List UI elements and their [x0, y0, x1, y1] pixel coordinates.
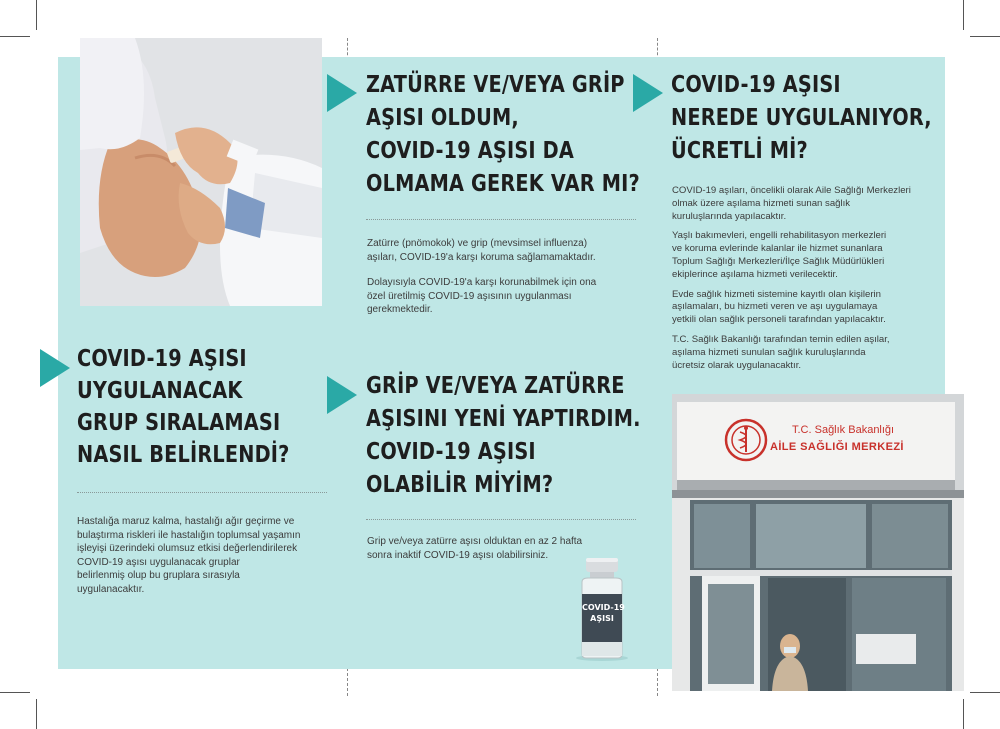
- heading-line: OLABİLİR MİYİM?: [366, 472, 554, 498]
- sign-title: T.C. Sağlık Bakanlığı: [792, 424, 895, 436]
- arrow-right-icon: [40, 349, 70, 387]
- heading-line: AŞISINI YENİ YAPTIRDIM.: [366, 406, 641, 432]
- paragraph: [367, 237, 596, 264]
- col3-body: [672, 185, 911, 379]
- body-line: Toplum Sağlığı Merkezleri/İlçe Sağlık Müdürlükleri: [672, 255, 885, 267]
- col1-heading: [77, 343, 290, 471]
- col2-heading-2: [366, 370, 641, 502]
- vial-label-line: AŞISI: [590, 614, 614, 623]
- heading-line: COVID-19 AŞISI: [366, 439, 536, 465]
- col2-body-2: [367, 535, 582, 562]
- heading-line: AŞISI OLDUM,: [366, 105, 519, 131]
- body-line: gerekmektedir.: [367, 304, 433, 315]
- col2-heading-1: [366, 69, 640, 201]
- col2-body-1: [367, 237, 596, 324]
- body-line: Zatürre (pnömokok) ve grip (mevsimsel influenza): [367, 238, 588, 249]
- vial-label-line: COVID-19: [582, 603, 625, 612]
- body-line: COVID-19 aşıları, öncelikli olarak Aile Sağlığı Merkezleri: [672, 185, 911, 196]
- body-line: COVID-19 aşısı uygulanacak gruplar: [77, 556, 240, 568]
- paragraph: [672, 185, 911, 223]
- crop-mark: [970, 692, 1000, 693]
- col3-heading: [671, 69, 932, 168]
- paragraph: [367, 276, 596, 317]
- body-line: özel üretilmiş COVID-19 aşısının uygulanması: [367, 290, 572, 302]
- heading-line: OLMAMA GEREK VAR MI?: [366, 171, 640, 197]
- arrow-right-icon: [327, 376, 357, 414]
- fold-mark: [347, 668, 349, 696]
- divider: [366, 519, 636, 520]
- divider: [77, 492, 327, 493]
- crop-mark: [963, 0, 964, 30]
- body-line: Evde sağlık hizmeti sistemine kayıtlı olan kişilerin: [672, 288, 882, 300]
- heading-line: COVID-19 AŞISI: [77, 346, 247, 372]
- body-line: sonra inaktif COVID-19 aşısı olabilirsiniz.: [367, 549, 549, 561]
- arrow-right-icon: [633, 74, 663, 112]
- ministry-logo-icon: [724, 418, 768, 462]
- health-center-photo: [672, 394, 964, 691]
- body-line: Hastalığa maruz kalma, hastalığı ağır geçirme ve: [77, 516, 295, 527]
- body-line: yetkili olan sağlık personeli tarafından yapılacaktır.: [672, 314, 886, 326]
- heading-line: GRİP VE/VEYA ZATÜRRE: [366, 373, 625, 399]
- crop-mark: [963, 699, 964, 729]
- heading-line: ZATÜRRE VE/VEYA GRİP: [366, 72, 625, 98]
- body-line: Yaşlı bakımevleri, engelli rehabilitasyon merkezleri: [672, 230, 887, 242]
- paragraph: [672, 334, 911, 372]
- body-line: T.C. Sağlık Bakanlığı tarafından temin edilen aşılar,: [672, 333, 890, 345]
- heading-line: ÜCRETLİ Mİ?: [671, 138, 808, 164]
- body-line: kuruluşlarında yapılacaktır.: [672, 210, 787, 222]
- heading-line: NASIL BELİRLENDİ?: [77, 442, 290, 468]
- heading-line: COVID-19 AŞISI DA: [366, 138, 574, 164]
- body-line: ücretsiz olarak uygulanacaktır.: [672, 359, 802, 371]
- body-line: ve koruma evlerinde kalanlar ile hizmet sunanlara: [672, 243, 883, 255]
- vial-label: [582, 602, 625, 624]
- crop-mark: [970, 36, 1000, 37]
- body-line: aşılamaları, bu hizmeti veren ve aşı uygulamaya: [672, 301, 878, 313]
- heading-line: UYGULANACAK: [77, 378, 243, 404]
- col1-body: [77, 515, 300, 596]
- vaccination-photo: [80, 38, 322, 306]
- heading-line: COVID-19 AŞISI: [671, 72, 841, 98]
- crop-mark: [0, 692, 30, 693]
- body-line: Grip ve/veya zatürre aşısı olduktan en az 2 hafta: [367, 536, 583, 547]
- crop-mark: [0, 36, 30, 37]
- body-line: işleyişi üzerindeki olumsuz etkisi değerlendirilerek: [77, 543, 298, 554]
- paragraph: [672, 230, 911, 281]
- crop-mark: [36, 699, 37, 729]
- body-line: ekiplerince aşılama hizmeti verilecektir.: [672, 268, 838, 280]
- vaccine-vial-icon: [574, 558, 630, 662]
- arrow-right-icon: [327, 74, 357, 112]
- body-line: aşıları, COVID-19'a karşı koruma sağlamamaktadır.: [367, 251, 596, 263]
- heading-line: GRUP SIRALAMASI: [77, 410, 281, 436]
- paragraph: [672, 289, 911, 327]
- sign-subtitle: AİLE SAĞLIĞI MERKEZİ: [770, 441, 904, 453]
- heading-line: NEREDE UYGULANIYOR,: [671, 105, 932, 131]
- body-line: aşılama hizmeti sunulan sağlık kuruluşlarında: [672, 346, 866, 358]
- body-line: olmak üzere aşılama hizmeti sunan sağlık: [672, 197, 851, 209]
- body-line: bulaştırma riskleri ile hastalığın toplumsal yaşamın: [77, 529, 301, 541]
- body-line: belirlenmiş olup bu gruplara sırasıyla: [77, 570, 240, 581]
- divider: [366, 219, 636, 220]
- body-line: uygulanacaktır.: [77, 583, 145, 595]
- crop-mark: [36, 0, 37, 30]
- fold-mark: [657, 668, 659, 696]
- body-line: Dolayısıyla COVID-19'a karşı korunabilmek için ona: [367, 277, 597, 288]
